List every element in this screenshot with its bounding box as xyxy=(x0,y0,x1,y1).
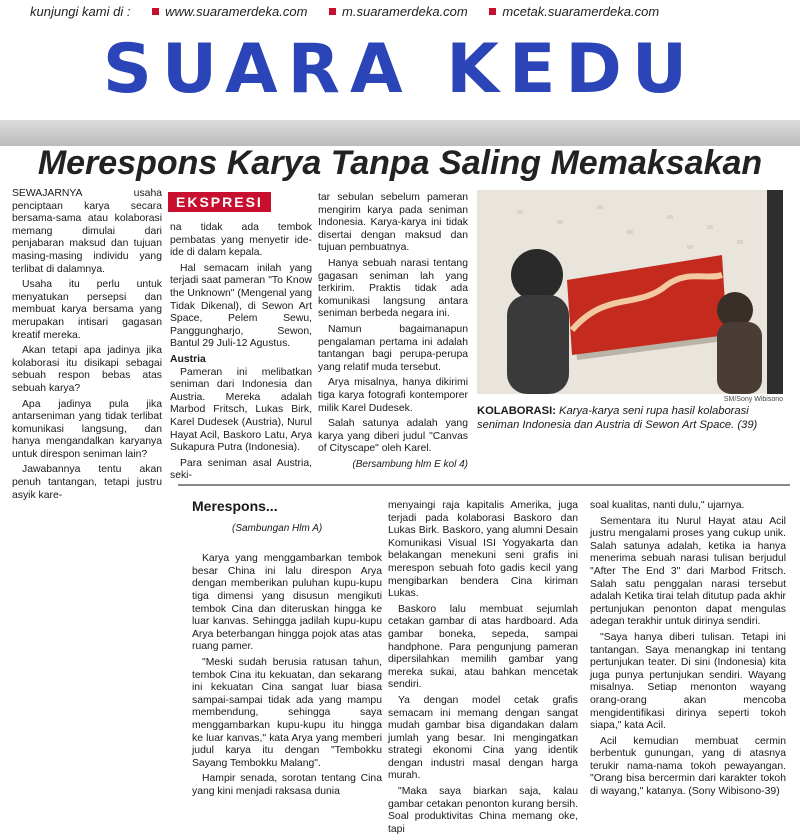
square-bullet-icon xyxy=(152,8,159,15)
continuation-section xyxy=(178,484,790,835)
paragraph: Usaha itu perlu untuk menyatukan persepsi dan membuat karya bersama yang merupakan intisari gagasan kreatif mereka. xyxy=(12,279,162,341)
square-bullet-icon xyxy=(329,8,336,15)
continuation-note: (Sambungan Hlm A) xyxy=(232,522,323,534)
paragraph: Salah satunya adalah yang karya yang diberi judul "Canvas of Cityscape" oleh Karel. xyxy=(318,418,468,455)
paragraph: Arya misalnya, hanya dikirimi tiga karya fotografi kontemporer milik Karel Dudesek. xyxy=(318,377,468,414)
masthead-title: SUARA KEDU xyxy=(102,30,698,109)
photo-caption xyxy=(477,404,783,432)
paragraph: Acil kemudian membuat cermin berbentuk gunungan, yang di atasnya terukir nama-nama tokoh pewayangan. "Orang bisa bercermin dari karakter tokoh di wayang," katanya. (Sony Wibisono-39) xyxy=(590,735,786,798)
caption-text: Karya-karya seni rupa hasil kolaborasi seniman Indonesia dan Austria di Sewon Art Space. (39) xyxy=(477,405,758,431)
photo-illustration xyxy=(477,190,783,394)
paragraph: "Meski sudah berusia ratusan tahun, tembok Cina itu kekuatan, dan sekarang ini kekuatan Cina sangat luar biasa sampai-sampai tidak ada yang mampu membendung, sehingga saya menggambarkan kupu-kupu itu hingga ke luar kanvas," kata Arya yang memberi judul karya itu dengan "Tembokku Sayang Tembokku Malang". xyxy=(192,656,382,769)
paragraph: Akan tetapi apa jadinya jika kolaborasi itu disikapi sebagai sebuah respon bebas atas sebuah karya? xyxy=(12,345,162,394)
continuation-column-3 xyxy=(590,500,786,802)
link-mcetak[interactable]: mcetak.suaramerdeka.com xyxy=(489,4,659,19)
article-column-3 xyxy=(318,192,468,471)
continuation-heading: Merespons... xyxy=(192,498,278,514)
paragraph: Apa jadinya pula jika antarseniman yang tidak terlibat komunikasi langsung, dan hanya mengandalkan karyanya untuk direspon seniman lain? xyxy=(12,398,162,460)
paragraph: soal kualitas, nanti dulu," ujarnya. xyxy=(590,500,745,511)
link-mobile[interactable]: m.suaramerdeka.com xyxy=(329,4,468,19)
square-bullet-icon xyxy=(489,8,496,15)
paragraph: Ya dengan model cetak grafis semacam ini memang dengan sangat mudah gambar bisa digandakan dalam jumlah yang besar. Ini mengingatkan strategi ekonomi Cina yang identik dengan industri masal dengan harga murah. xyxy=(388,694,578,782)
link-web[interactable]: www.suaramerdeka.com xyxy=(152,4,307,19)
paragraph: menyaingi raja kapitalis Amerika, juga terjadi pada kolaborasi Baskoro dan Lukas Birk. Baskoro, yang alumni Desain Komunikasi Visual ISI Yogyakarta dan belakangan menekuni seni grafis ini merespon sebuah foto gadis kecil yang mengibarkan bendera Cina kiriman Lukas. xyxy=(388,500,578,600)
visit-label: kunjungi kami di : xyxy=(30,4,131,19)
paragraph: na tidak ada tembok pembatas yang menyetir ide-ide di dalam kepala. xyxy=(170,222,312,259)
paragraph: "Maka saya biarkan saja, kalau gambar cetakan penonton kurang bersih. Soal produktivitas China memang oke, tapi xyxy=(388,786,578,835)
paragraph: Pameran ini melibatkan seniman dari Indonesia dan Austria. Mereka adalah Marbod Fritsch, Lukas Birk, Karel Dudesek (Austria), Nurul Hayat Acil, Baskoro Latu, Arya Sukapura Putra (Indonesia). xyxy=(170,366,312,454)
paragraph: Sementara itu Nurul Hayat atau Acil justru mengalami proses yang cukup unik. Salah satunya adalah, ketika ia hanya menerima sebuah narasi tulisan berjudul "After The End 3" dari Marbod Fritsch. Salah satu penggalan narasi tersebut adalah Ketika tirai telah ditutup pada akhir pertunjukan penonton dapat mengulas adegan terakhir untuk dirinya sendiri. xyxy=(590,515,786,628)
paragraph: Hanya sebuah narasi tentang gagasan seniman lah yang terkirim. Praktis tidak ada komunikasi langsung antara seniman berbeda negara ini. xyxy=(318,257,468,320)
paragraph: "Saya hanya diberi tulisan. Tetapi ini tantangan. Saya menangkap ini tentang pertunjukan teater. Di sini (Indonesia) kita juga punya pertunjukan sendiri. Wayang misalnya. Setiap menonton wayang orang-orang akan mencoba mengidentifikasi dirinya seperti tokoh siapa," kata Acil. xyxy=(590,631,786,732)
paragraph: tar sebulan sebelum pameran mengirim karya pada seniman Indonesia. Karya-karya ini tidak disertai dengan maksud dan tujuan pembuatnya. xyxy=(318,192,468,254)
paragraph: Hampir senada, sorotan tentang Cina yang kini menjadi raksasa dunia xyxy=(192,773,382,797)
top-bar xyxy=(30,4,790,20)
continuation-column-1 xyxy=(192,500,382,801)
photo-credit: SM/Sony Wibisono xyxy=(723,396,783,403)
article-column-1 xyxy=(12,188,162,505)
paragraph: Baskoro lalu membuat sejumlah cetakan gambar di atas hardboard. Ada gambar boneka, sepeda, sampai handphone. Para pengunjung pameran dipersilahkan memilih gambar yang mereka sukai, atau bahkan mencetak sendiri. xyxy=(388,603,578,691)
page-title: Merespons Karya Tanpa Saling Memaksakan xyxy=(37,144,763,182)
paragraph: Para seniman asal Austria, seki- xyxy=(170,457,312,482)
article-column-2 xyxy=(170,222,312,486)
continuation-column-2 xyxy=(388,500,578,839)
paragraph: Jawabannya tentu akan penuh tantangan, tetapi justru asyik kare- xyxy=(12,464,162,501)
paragraph: Karya yang menggambarkan tembok besar China ini lalu direspon Arya dengan memberikan puluhan kupu-kupu tiga dimensi yang disusun mengikuti tembok Cina dan diteruskan hingga ke luar kanvas. Sehingga jadilah kupu-kupu Arya beterbangan hingga pojok atas atas ruang pamer. xyxy=(192,553,382,653)
masthead xyxy=(0,22,800,118)
article-photo xyxy=(477,190,783,394)
paragraph: Hal semacam inilah yang terjadi saat pameran "To Know the Unknown" (Mengenal yang Tidak Dikenal), di Sewon Art Space, Pelem Sewu, Panggungharjo, Sewon, Bantul 29 Juli-12 Agustus. xyxy=(170,262,312,350)
section-badge-wrap xyxy=(168,192,308,212)
paragraph: Namun bagaimanapun pengalaman pertama ini adalah tantangan bagi perupa-perupa yang relatif muda tersebut. xyxy=(318,323,468,373)
paragraph: SEWAJARNYA usaha penciptaan karya secara bersama-sama atau kolaborasi memang dimulai dari penjabaran maksud dan tujuan masing-masing individu yang terlibat di dalamnya. xyxy=(12,188,162,275)
masthead-divider xyxy=(0,120,800,146)
subheading: Austria xyxy=(170,353,206,365)
section-badge: EKSPRESI xyxy=(168,192,271,212)
caption-label: KOLABORASI: xyxy=(477,405,556,417)
continued-note: (Bersambung hlm E kol 4) xyxy=(352,458,468,470)
